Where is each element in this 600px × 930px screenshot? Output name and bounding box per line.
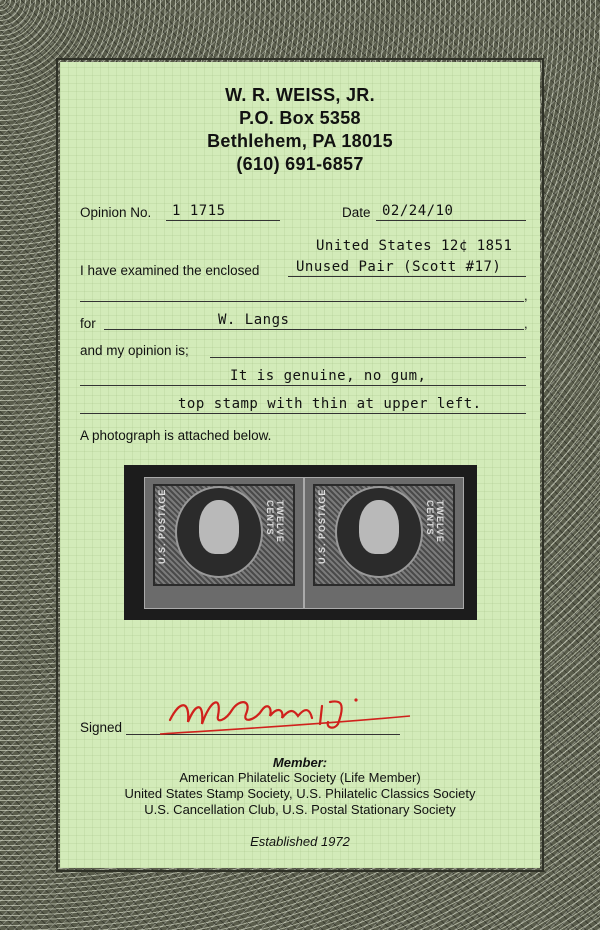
issuer-name: W. R. WEISS, JR. bbox=[225, 85, 375, 105]
portrait-oval bbox=[175, 486, 263, 578]
date-label: Date bbox=[342, 205, 371, 220]
stamp-top bbox=[144, 477, 304, 609]
stamp-bottom bbox=[304, 477, 464, 609]
examined-line bbox=[288, 276, 526, 277]
for-line bbox=[104, 329, 524, 330]
examined-extra-line bbox=[80, 301, 524, 302]
opinion-text-line1: It is genuine, no gum, bbox=[230, 368, 427, 384]
opinion-no-value: 1 1715 bbox=[172, 203, 226, 219]
member-line3: U.S. Cancellation Club, U.S. Postal Stationary Society bbox=[144, 802, 456, 817]
comma: , bbox=[524, 288, 528, 303]
opinion-text-line2: top stamp with thin at upper left. bbox=[178, 396, 482, 412]
opinion-line0 bbox=[210, 357, 526, 358]
issuer-address-line1: P.O. Box 5358 bbox=[239, 108, 361, 128]
date-line bbox=[376, 220, 526, 221]
date-value: 02/24/10 bbox=[382, 203, 454, 219]
member-line2: United States Stamp Society, U.S. Philatelic Classics Society bbox=[124, 786, 476, 801]
issuer-address-line2: Bethlehem, PA 18015 bbox=[207, 131, 393, 151]
item-description-line1: United States 12¢ 1851 bbox=[316, 238, 513, 254]
portrait-oval bbox=[335, 486, 423, 578]
opinion-line1 bbox=[80, 385, 526, 386]
member-line1: American Philatelic Society (Life Member) bbox=[179, 770, 421, 785]
stamp-side-text-right: TWELVE CENTS bbox=[265, 500, 285, 543]
signed-label: Signed bbox=[80, 720, 123, 735]
examined-label: I have examined the enclosed bbox=[80, 263, 260, 278]
for-label: for bbox=[80, 316, 96, 331]
opinion-line2 bbox=[80, 413, 526, 414]
for-value: W. Langs bbox=[218, 312, 290, 328]
opinion-no-line bbox=[166, 220, 280, 221]
stamp-side-text-left: U.S. POSTAGE bbox=[157, 488, 167, 564]
portrait-head bbox=[199, 500, 239, 554]
comma: , bbox=[524, 316, 528, 331]
stamp-side-text-right: TWELVE CENTS bbox=[425, 500, 445, 543]
member-heading: Member: bbox=[272, 755, 328, 770]
item-description-line2: Unused Pair (Scott #17) bbox=[296, 259, 502, 275]
stamp-side-text-left: U.S. POSTAGE bbox=[317, 488, 327, 564]
opinion-no-label: Opinion No. bbox=[80, 205, 152, 220]
stamp-photograph bbox=[124, 465, 477, 620]
handwritten-signature bbox=[160, 680, 420, 740]
issuer-phone: (610) 691-6857 bbox=[236, 154, 364, 174]
photo-caption: A photograph is attached below. bbox=[80, 428, 272, 443]
portrait-head bbox=[359, 500, 399, 554]
established: Established 1972 bbox=[250, 834, 350, 849]
opinion-label: and my opinion is; bbox=[80, 343, 189, 358]
